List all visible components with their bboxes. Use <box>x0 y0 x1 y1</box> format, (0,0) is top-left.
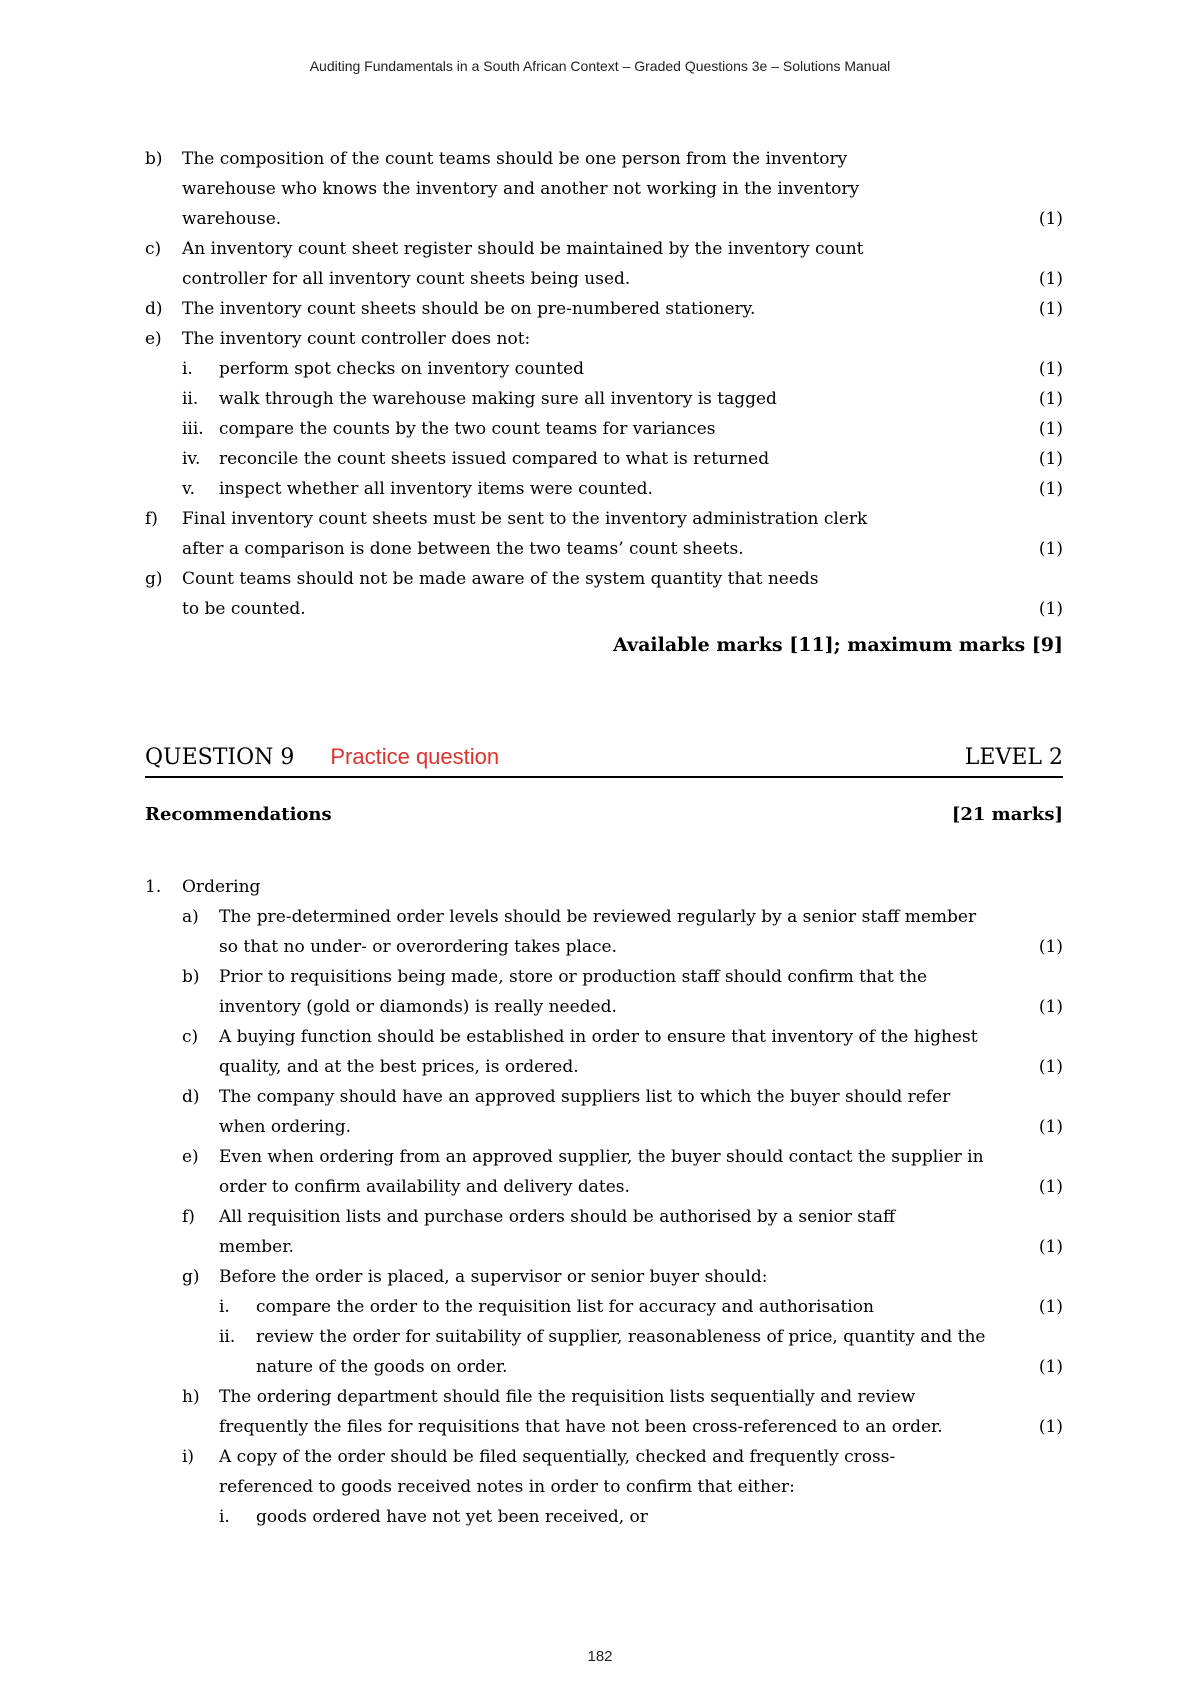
item-marker: a) <box>182 907 199 927</box>
item-line: frequently the files for requisitions that have not been cross-referenced to an order. <box>219 1417 943 1437</box>
item-marker: e) <box>145 329 162 349</box>
item-marker: g) <box>145 569 163 589</box>
item-line: Count teams should not be made aware of the system quantity that needs <box>182 569 819 589</box>
sub-text: goods ordered have not yet been received, or <box>256 1507 648 1527</box>
sub-item <box>182 1502 1063 1532</box>
ordering-section <box>145 872 1063 1532</box>
item-line: Final inventory count sheets must be sent to the inventory administration clerk <box>182 509 868 529</box>
item-line: order to confirm availability and delivery dates. <box>219 1177 630 1197</box>
item-mark: (1) <box>1038 997 1063 1017</box>
sub-marker: i. <box>219 1507 230 1527</box>
item-line: Prior to requisitions being made, store or production staff should confirm that the <box>219 967 928 987</box>
item-mark: (1) <box>1038 209 1063 229</box>
item-marker: e) <box>182 1147 199 1167</box>
sub-item <box>182 1292 1063 1322</box>
sub-item <box>145 474 1063 504</box>
sub-text: compare the counts by the two count teams for variances <box>219 419 716 439</box>
item-marker: d) <box>182 1087 200 1107</box>
item-line: The ordering department should file the requisition lists sequentially and review <box>219 1387 916 1407</box>
sub-mark: (1) <box>1038 359 1063 379</box>
item-line: warehouse who knows the inventory and another not working in the inventory <box>182 179 860 199</box>
item-line: when ordering. <box>219 1117 352 1137</box>
item-marker: c) <box>145 239 162 259</box>
item-marker: h) <box>182 1387 200 1407</box>
item-mark: (1) <box>1038 1237 1063 1257</box>
item-text: The inventory count controller does not: <box>182 329 531 349</box>
sub-marker: ii. <box>219 1327 236 1347</box>
item-text <box>182 564 1019 624</box>
list-item <box>182 1082 1063 1142</box>
heading-number: 1. <box>145 877 162 897</box>
item-marker: b) <box>182 967 200 987</box>
sub-item <box>145 444 1063 474</box>
item-mark: (1) <box>1038 599 1063 619</box>
item-marker: d) <box>145 299 163 319</box>
sub-marker: v. <box>182 479 195 499</box>
list-item <box>182 1442 1063 1502</box>
sub-item <box>145 354 1063 384</box>
sub-item <box>145 384 1063 414</box>
sub-marker: i. <box>182 359 193 379</box>
item-text <box>219 1442 1019 1502</box>
list-item <box>182 1142 1063 1202</box>
list-item <box>182 1262 1063 1292</box>
sub-marker: ii. <box>182 389 199 409</box>
sub-text: perform spot checks on inventory counted <box>219 359 585 379</box>
item-text <box>182 504 1019 564</box>
item-line: Even when ordering from an approved supplier, the buyer should contact the supplier in <box>219 1147 984 1167</box>
page-number: 182 <box>587 1648 613 1665</box>
item-text <box>219 1142 1019 1202</box>
list-item <box>145 324 1063 354</box>
practice-question-tag: Practice question <box>330 744 500 769</box>
item-line: The company should have an approved suppliers list to which the buyer should refer <box>219 1087 951 1107</box>
sub-mark: (1) <box>1038 1357 1063 1377</box>
item-line: referenced to goods received notes in order to confirm that either: <box>219 1477 795 1497</box>
item-text <box>219 1382 1019 1442</box>
item-line: inventory (gold or diamonds) is really needed. <box>219 997 617 1017</box>
sub-text: reconcile the count sheets issued compared to what is returned <box>219 449 770 469</box>
item-text <box>219 902 1019 962</box>
section-heading <box>145 804 1063 825</box>
item-line: warehouse. <box>182 209 282 229</box>
list-item <box>182 1022 1063 1082</box>
item-marker: i) <box>182 1447 195 1467</box>
top-answer-list <box>145 144 1063 660</box>
item-line: An inventory count sheet register should be maintained by the inventory count <box>182 239 864 259</box>
sub-text <box>256 1322 1019 1382</box>
sub-item <box>145 414 1063 444</box>
item-line: quality, and at the best prices, is ordered. <box>219 1057 579 1077</box>
item-line: controller for all inventory count sheets being used. <box>182 269 631 289</box>
item-text <box>219 1202 1019 1262</box>
item-line: A copy of the order should be filed sequentially, checked and frequently cross- <box>219 1447 896 1467</box>
item-mark: (1) <box>1038 1057 1063 1077</box>
sub-mark: (1) <box>1038 479 1063 499</box>
marks-summary: Available marks [11]; maximum marks [9] <box>613 634 1063 656</box>
item-line: A buying function should be established in order to ensure that inventory of the highest <box>219 1027 978 1047</box>
list-item <box>182 902 1063 962</box>
item-mark: (1) <box>1038 1117 1063 1137</box>
item-marker: b) <box>145 149 163 169</box>
item-mark: (1) <box>1038 1177 1063 1197</box>
running-header: Auditing Fundamentals in a South African Context – Graded Questions 3e – Solutions Manual <box>309 58 891 74</box>
sub-mark: (1) <box>1038 449 1063 469</box>
item-marker: f) <box>145 509 158 529</box>
item-text <box>219 1022 1019 1082</box>
list-item <box>145 294 1063 324</box>
item-text <box>219 1082 1019 1142</box>
question-title: QUESTION 9 <box>145 745 295 770</box>
item-marker: c) <box>182 1027 199 1047</box>
list-item <box>145 564 1063 624</box>
sub-mark: (1) <box>1038 1297 1063 1317</box>
sub-text: inspect whether all inventory items were counted. <box>219 479 653 499</box>
item-line: after a comparison is done between the two teams’ count sheets. <box>182 539 744 559</box>
item-line: member. <box>219 1237 294 1257</box>
sub-marker: iii. <box>182 419 204 439</box>
item-text: Before the order is placed, a supervisor or senior buyer should: <box>219 1267 768 1287</box>
item-text: The inventory count sheets should be on pre-numbered stationery. <box>182 299 756 319</box>
section-title: Recommendations <box>145 804 332 825</box>
section-marks: [21 marks] <box>951 804 1063 825</box>
item-marker: g) <box>182 1267 200 1287</box>
list-item <box>182 1382 1063 1442</box>
list-item <box>145 504 1063 564</box>
question-heading <box>145 744 1063 778</box>
item-marker: f) <box>182 1207 195 1227</box>
list-item <box>182 962 1063 1022</box>
list-item <box>182 1202 1063 1262</box>
sub-item <box>182 1322 1063 1382</box>
item-text <box>182 234 1019 294</box>
list-item <box>145 234 1063 294</box>
sub-line: nature of the goods on order. <box>256 1357 508 1377</box>
sub-text: compare the order to the requisition list for accuracy and authorisation <box>256 1297 874 1317</box>
question-level: LEVEL 2 <box>964 745 1063 770</box>
numbered-heading <box>145 872 1063 902</box>
item-text <box>219 962 1019 1022</box>
item-line: All requisition lists and purchase orders should be authorised by a senior staff <box>219 1207 896 1227</box>
list-item <box>145 144 1063 234</box>
item-mark: (1) <box>1038 539 1063 559</box>
item-mark: (1) <box>1038 269 1063 289</box>
item-mark: (1) <box>1038 299 1063 319</box>
item-line: to be counted. <box>182 599 306 619</box>
item-line: so that no under- or overordering takes place. <box>219 937 618 957</box>
sub-line: review the order for suitability of supplier, reasonableness of price, quantity and the <box>256 1327 986 1347</box>
sub-marker: iv. <box>182 449 201 469</box>
sub-mark: (1) <box>1038 389 1063 409</box>
sub-marker: i. <box>219 1297 230 1317</box>
item-line: The composition of the count teams should be one person from the inventory <box>182 149 848 169</box>
heading-text: Ordering <box>182 877 261 897</box>
item-text <box>182 144 1019 234</box>
sub-mark: (1) <box>1038 419 1063 439</box>
sub-text: walk through the warehouse making sure all inventory is tagged <box>219 389 777 409</box>
item-line: The pre-determined order levels should be reviewed regularly by a senior staff member <box>219 907 977 927</box>
item-mark: (1) <box>1038 937 1063 957</box>
item-mark: (1) <box>1038 1417 1063 1437</box>
